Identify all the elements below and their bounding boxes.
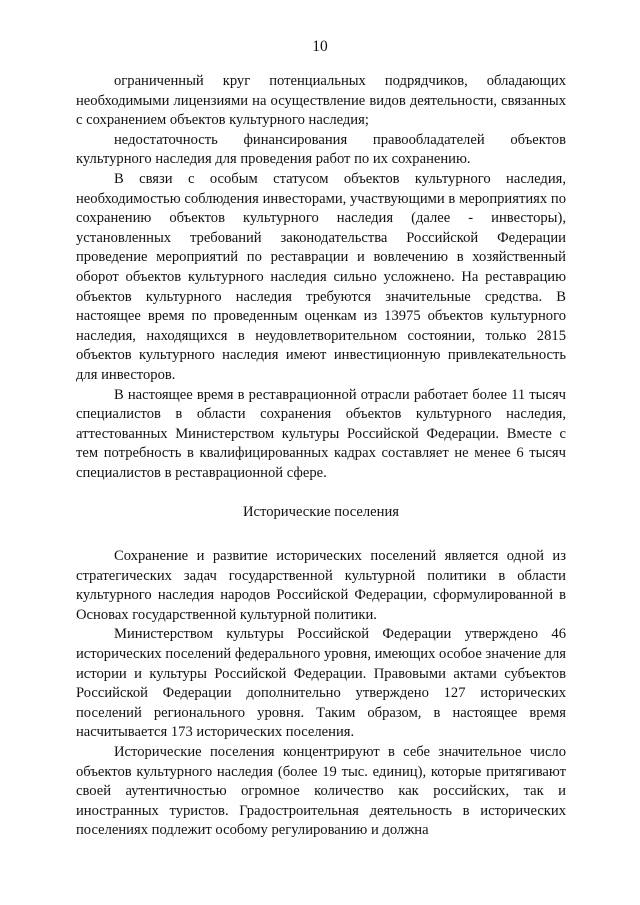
paragraph-specialists: В настоящее время в реставрационной отрасли работает более 11 тысяч специалистов в области сохранения объектов культурного наследия, аттестованных Министерством культуры Российской Федерации. Вместе с тем потребность в квалифицированных кадрах составляет не менее 6 тысяч специалистов в реставрационной сфере.: [76, 386, 566, 481]
paragraph-investors: В связи с особым статусом объектов культурного наследия, необходимостью соблюдения инвесторами, участвующими в мероприятиях по сохранению объектов культурного наследия (далее - инвесторы), установленных требований законодательства Российской Федерации проведение мероприятий по реставрации и вовлечению в хозяйственный оборот объектов культурного наследия сильно усложнено. На реставрацию объектов культурного наследия требуются значительные средства. В настоящее время по проведенным оценкам из 13975 объектов культурного наследия, находящихся в неудовлетворительном состоянии, только 2815 объектов культурного наследия имеют инвестиционную привлекательность для инвесторов.: [76, 170, 566, 383]
paragraph-contractors: ограниченный круг потенциальных подрядчиков, обладающих необходимыми лицензиями на осуществление видов деятельности, связанных с сохранением объектов культурного наследия;: [76, 73, 566, 129]
paragraph-historic-settlements-count: Министерством культуры Российской Федерации утверждено 46 исторических поселений федерального уровня, имеющих особое значение для истории и культуры Российской Федерации. Правовыми актами субъектов Российской Федерации дополнительно утверждено 127 исторических поселений регионального уровня. Таким образом, в настоящее время насчитывается 173 исторических поселения.: [76, 626, 566, 741]
paragraph-historic-settlements-heritage: Исторические поселения концентрируют в себе значительное число объектов культурного наследия (более 19 тыс. единиц), которые притягивают своей аутентичностью огромное количество как российских, так и иностранных туристов. Градостроительная деятельность в исторических поселениях подлежит особому регулированию и должна: [76, 744, 566, 839]
section-heading: Исторические поселения: [243, 504, 399, 521]
paragraph-historic-settlements-goal: Сохранение и развитие исторических поселений является одной из стратегических задач государственной культурной политики в области культурного наследия народов Российской Федерации, сформулированной в Основах государственной культурной политики.: [76, 548, 566, 623]
paragraph-financing: недостаточность финансирования правообладателей объектов культурного наследия для проведения работ по их сохранению.: [76, 131, 566, 168]
page-number: 10: [312, 38, 328, 55]
document-body: [76, 72, 566, 841]
